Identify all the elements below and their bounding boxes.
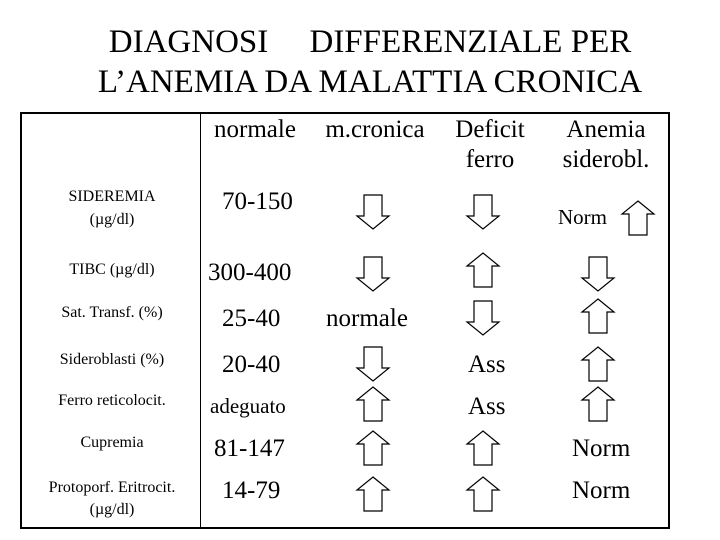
header-deficit-line1: Deficit (455, 116, 525, 143)
row-label-sat: Sat. Transf. (%) (61, 304, 163, 321)
arrow-down-icon (465, 300, 501, 336)
arrow-down-icon (355, 194, 391, 230)
value-ferro-deficit: Ass (468, 393, 506, 420)
row-label-ferro: Ferro reticolocit. (58, 392, 166, 409)
page-title-line-2: L’ANEMIA DA MALATTIA CRONICA (97, 64, 643, 100)
arrow-up-icon (355, 476, 391, 512)
arrow-up-icon (355, 386, 391, 422)
value-sideremia-anemia: Norm (558, 205, 607, 229)
column-divider (200, 112, 201, 529)
arrow-up-icon (580, 298, 616, 334)
arrow-down-icon (355, 346, 391, 382)
arrow-up-icon (465, 252, 501, 288)
value-protoporf-anemia: Norm (572, 477, 631, 504)
value-protoporf-normale: 14-79 (222, 477, 281, 504)
header-normale: normale (214, 116, 296, 143)
value-sideroblasti-deficit: Ass (468, 351, 506, 378)
arrow-up-icon (465, 430, 501, 466)
header-anemia-line1: Anemia (566, 116, 646, 143)
row-label-cupremia: Cupremia (80, 434, 144, 451)
row-label-tibc: TIBC (µg/dl) (69, 261, 155, 278)
arrow-up-icon (355, 430, 391, 466)
header-cronica: m.cronica (325, 116, 425, 143)
header-deficit-line2: ferro (465, 146, 515, 173)
value-tibc-normale: 300-400 (208, 259, 292, 286)
row-label-sideroblasti: Sideroblasti (%) (59, 351, 165, 368)
value-sideremia-normale: 70-150 (222, 188, 293, 215)
row-label-protoporf-2: (µg/dl) (89, 501, 135, 518)
value-sideroblasti-normale: 20-40 (222, 351, 281, 378)
arrow-down-icon (465, 194, 501, 230)
arrow-up-icon (580, 386, 616, 422)
page-title-line-1: DIAGNOSI DIFFERENZIALE PER (108, 24, 632, 60)
arrow-up-icon (465, 476, 501, 512)
row-label-sideremia-1: SIDEREMIA (68, 188, 156, 205)
row-label-protoporf-1: Protoporf. Eritrocit. (48, 479, 176, 496)
arrow-down-icon (580, 256, 616, 292)
arrow-down-icon (355, 256, 391, 292)
value-sat-cronica: normale (326, 305, 408, 332)
header-anemia-line2: siderobl. (562, 146, 650, 173)
value-ferro-normale: adeguato (210, 394, 286, 418)
arrow-up-icon (580, 346, 616, 382)
row-label-sideremia-2: (µg/dl) (89, 211, 135, 228)
value-cupremia-anemia: Norm (572, 435, 631, 462)
value-cupremia-normale: 81-147 (214, 435, 285, 462)
value-sat-normale: 25-40 (222, 305, 281, 332)
arrow-up-icon (620, 200, 656, 236)
